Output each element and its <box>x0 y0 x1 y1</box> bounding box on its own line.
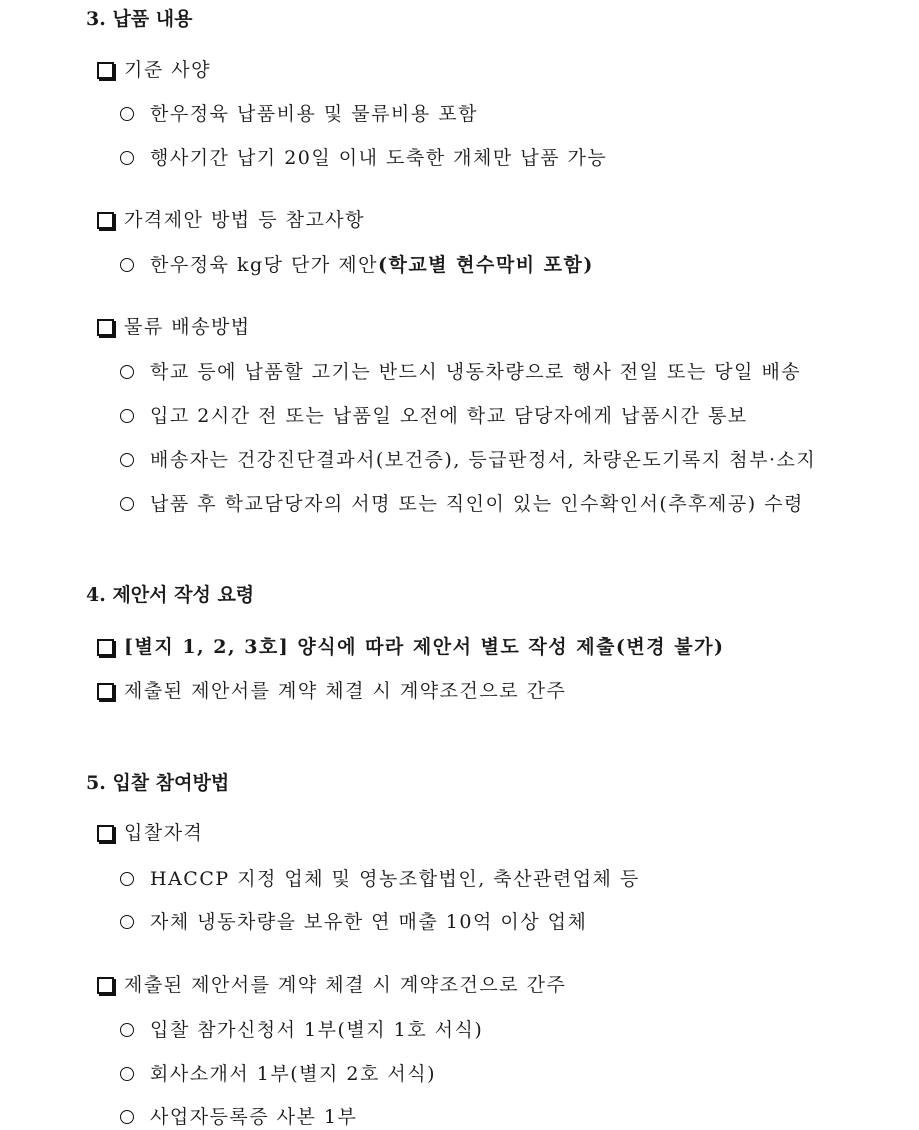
checkbox-item-label: 제출된 제안서를 계약 체결 시 계약조건으로 간주 <box>124 974 567 996</box>
circle-bullet-icon <box>120 1110 134 1124</box>
circle-bullet-icon <box>120 1067 134 1081</box>
checkbox-icon <box>97 62 114 79</box>
list-item: 자체 냉동차량을 보유한 연 매출 10억 이상 업체 <box>120 909 587 935</box>
checkbox-icon <box>97 639 114 656</box>
checkbox-item-label: 입찰자격 <box>124 822 204 844</box>
checkbox-item-delivery-method <box>97 314 251 340</box>
checkbox-item-form-submission: [별지 1, 2, 3호] 양식에 따라 제안서 별도 작성 제출(변경 불가) <box>97 634 724 660</box>
list-item: 학교 등에 납품할 고기는 반드시 냉동차량으로 행사 전일 또는 당일 배송 <box>120 359 801 385</box>
circle-bullet-icon <box>120 453 134 467</box>
circle-bullet-icon <box>120 915 134 929</box>
list-item: 입찰 참가신청서 1부(별지 1호 서식) <box>120 1017 483 1043</box>
checkbox-icon <box>97 683 114 700</box>
list-item: 납품 후 학교담당자의 서명 또는 직인이 있는 인수확인서(추후제공) 수령 <box>120 491 804 517</box>
circle-bullet-icon <box>120 1023 134 1037</box>
checkbox-icon <box>97 212 114 229</box>
checkbox-item-price-proposal <box>97 207 365 233</box>
list-item: 행사기간 납기 20일 이내 도축한 개체만 납품 가능 <box>120 145 607 171</box>
list-item: 입고 2시간 전 또는 납품일 오전에 학교 담당자에게 납품시간 통보 <box>120 403 748 429</box>
circle-bullet-icon <box>120 107 134 121</box>
list-item: 사업자등록증 사본 1부 <box>120 1104 357 1130</box>
checkbox-item-standard-spec <box>97 57 211 83</box>
circle-bullet-icon <box>120 365 134 379</box>
circle-bullet-icon <box>120 151 134 165</box>
checkbox-item-label: 기준 사양 <box>124 59 211 81</box>
checkbox-icon <box>97 977 114 994</box>
circle-bullet-icon <box>120 497 134 511</box>
list-item: HACCP 지정 업체 및 영농조합법인, 축산관련업체 등 <box>120 866 640 892</box>
checkbox-item-label: 물류 배송방법 <box>124 316 251 338</box>
list-item: 회사소개서 1부(별지 2호 서식) <box>120 1061 436 1087</box>
section-5-heading: 5. 입찰 참여방법 <box>86 772 230 794</box>
circle-bullet-icon <box>120 872 134 886</box>
section-3-heading: 3. 납품 내용 <box>86 8 193 30</box>
checkbox-item-label: 가격제안 방법 등 참고사항 <box>124 209 366 231</box>
list-item: 한우정육 kg당 단가 제안(학교별 현수막비 포함) <box>120 252 594 278</box>
list-item: 한우정육 납품비용 및 물류비용 포함 <box>120 101 478 127</box>
checkbox-icon <box>97 319 114 336</box>
checkbox-item-submission-docs <box>97 972 566 998</box>
circle-bullet-icon <box>120 409 134 423</box>
list-item: 배송자는 건강진단결과서(보건증), 등급판정서, 차량온도기록지 첨부·소지 <box>120 447 816 473</box>
checkbox-icon <box>97 825 114 842</box>
checkbox-item-bid-qualification <box>97 820 203 846</box>
checkbox-item-contract-terms: 제출된 제안서를 계약 체결 시 계약조건으로 간주 <box>97 678 566 704</box>
circle-bullet-icon <box>120 258 134 272</box>
section-4-heading: 4. 제안서 작성 요령 <box>86 584 255 606</box>
